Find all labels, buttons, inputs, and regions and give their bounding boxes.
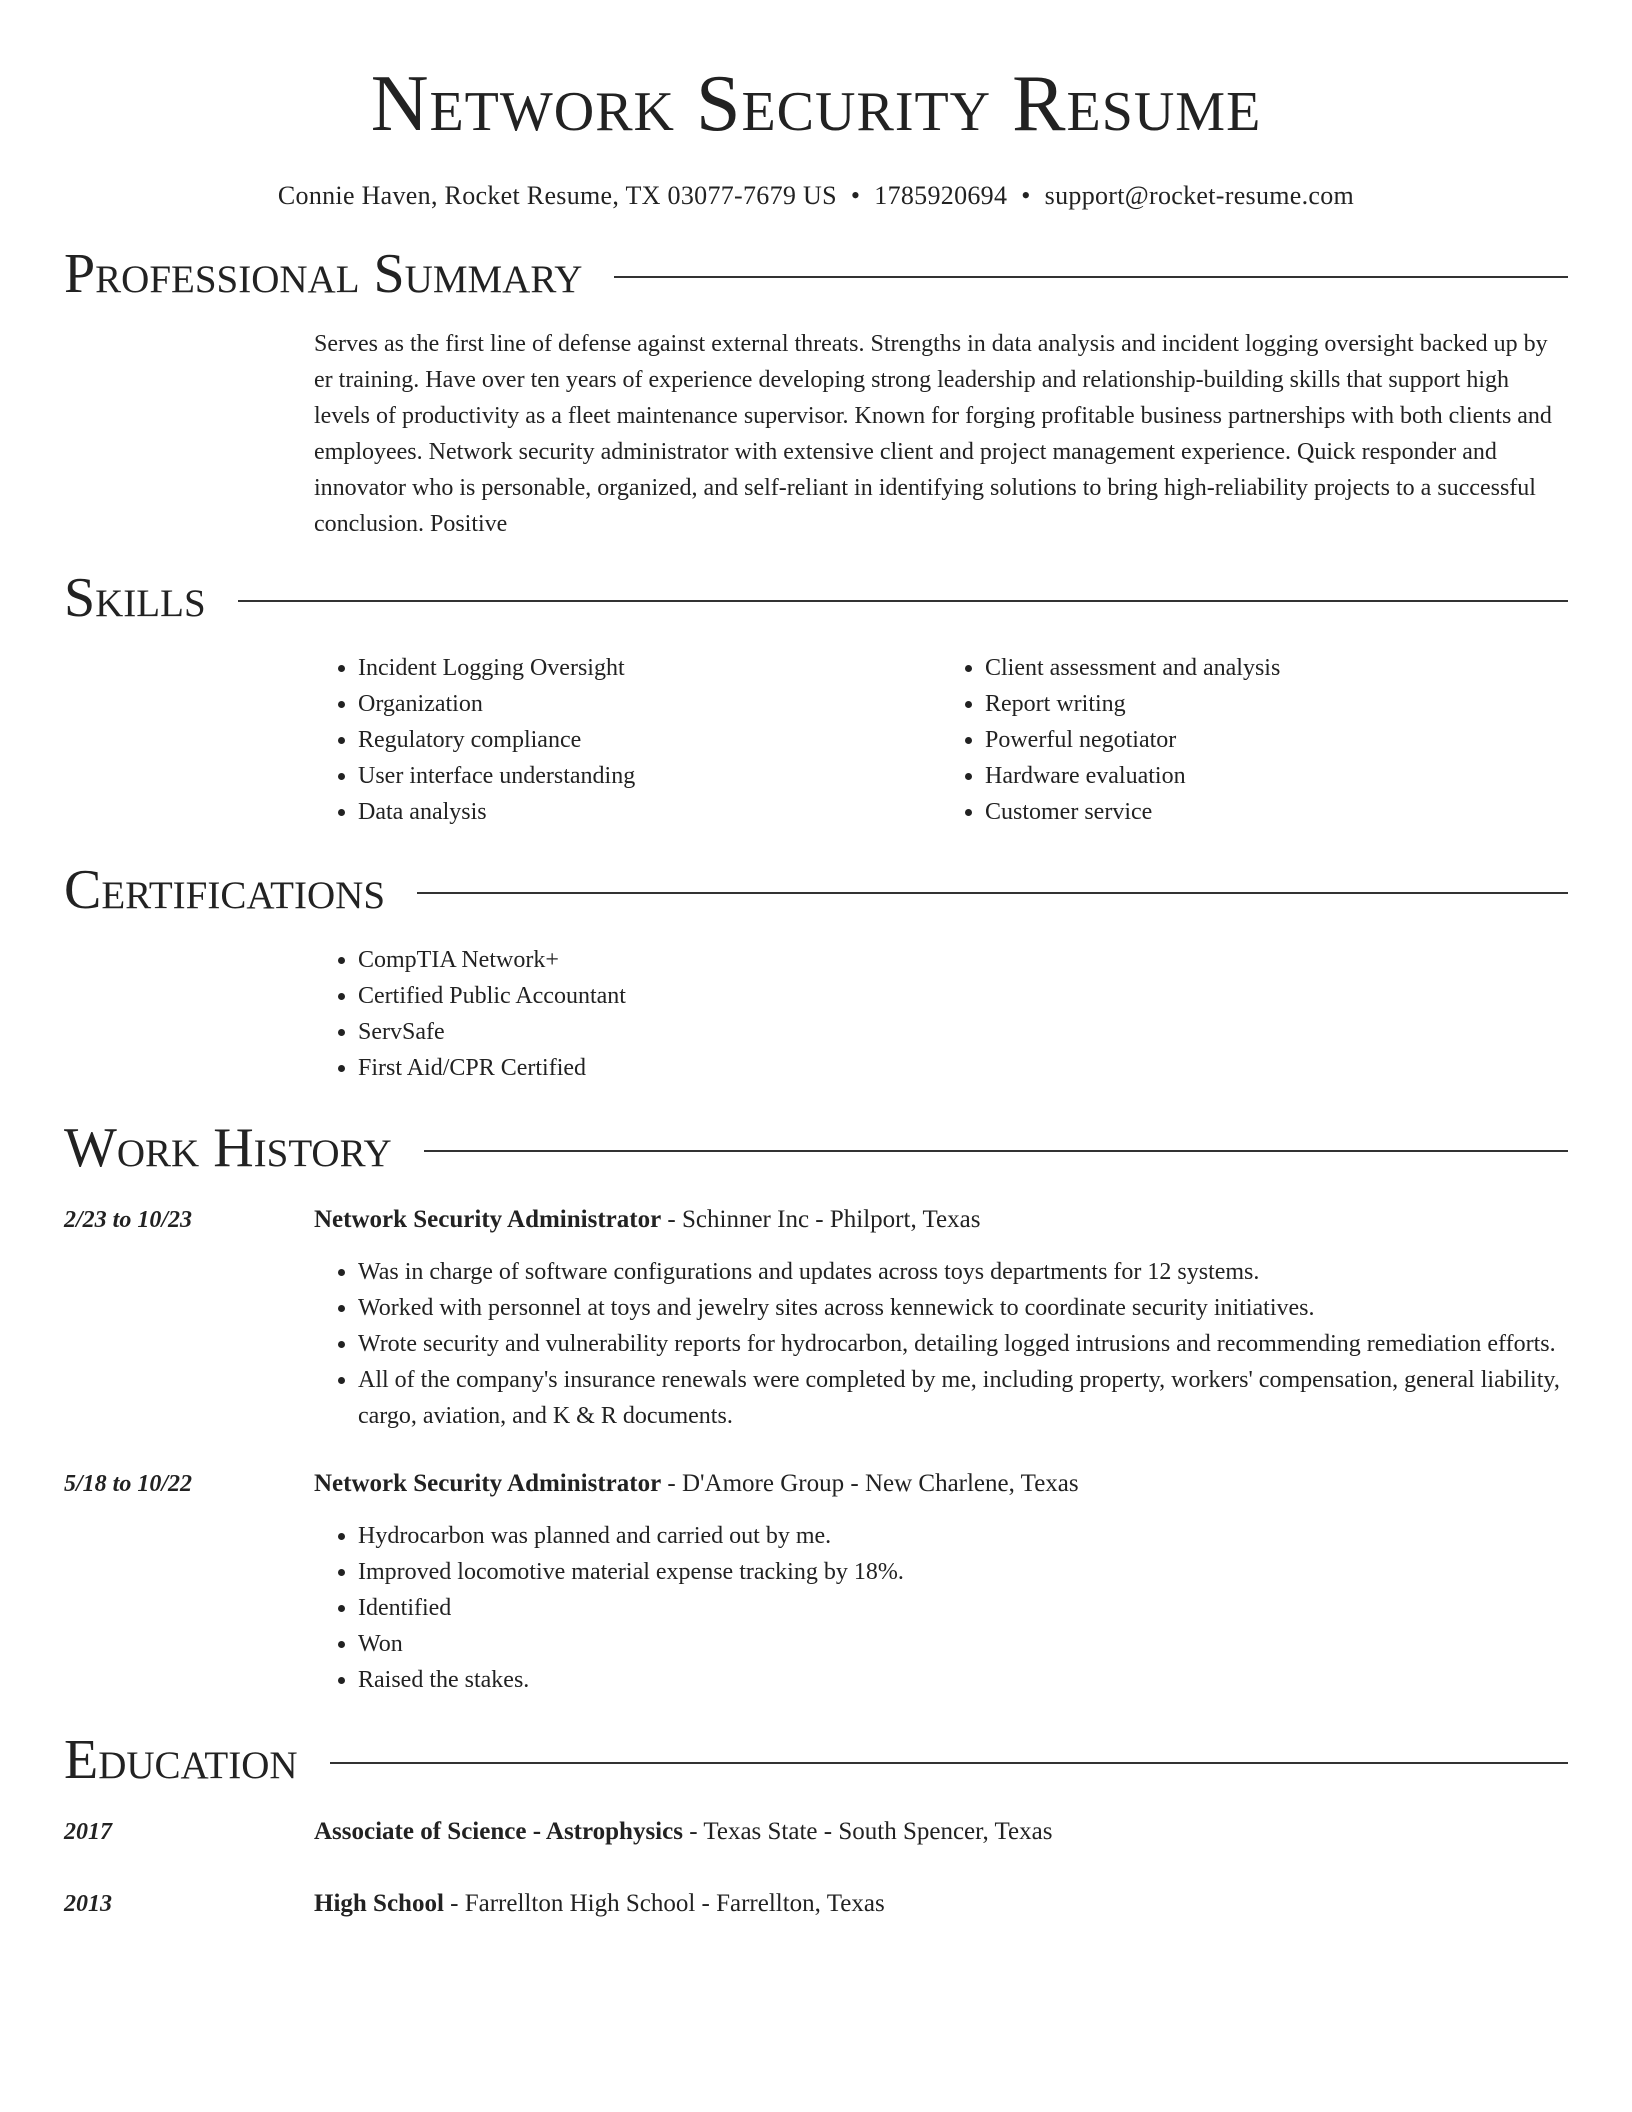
skill-item: • Regulatory compliance [358, 722, 941, 758]
certification-item: • Certified Public Accountant [358, 978, 1568, 1014]
work-dates: 5/18 to 10/22 [64, 1471, 193, 1497]
certifications-header [64, 858, 1568, 922]
skills-section [64, 566, 1568, 830]
skill-item: • Incident Logging Oversight [358, 650, 941, 686]
work-dates: 2/23 to 10/23 [64, 1207, 193, 1233]
contact-address: Connie Haven, Rocket Resume, TX 03077-7679 US [277, 181, 837, 210]
job-location: Philport, Texas [829, 1206, 981, 1233]
job-title: Network Security Administrator [314, 1206, 662, 1233]
section-divider [330, 1762, 1568, 1764]
certifications-list [314, 942, 1568, 1086]
company-name: Schinner Inc [682, 1206, 810, 1233]
work-entry [64, 1466, 1568, 1698]
degree-name: Associate of Science - Astrophysics [314, 1818, 683, 1845]
education-entry [64, 1886, 1568, 1922]
job-location: New Charlene, Texas [864, 1470, 1079, 1497]
skill-item: • Hardware evaluation [985, 758, 1568, 794]
degree-name: High School [314, 1890, 444, 1917]
skills-heading: Skills [64, 567, 206, 629]
skill-item: • Client assessment and analysis [985, 650, 1568, 686]
skills-list-right [941, 650, 1568, 830]
work-bullet: • All of the company's insurance renewals were completed by me, including property, workers' compensation, general liability, cargo, aviation, and K & R documents. [358, 1362, 1568, 1434]
certification-item: • CompTIA Network+ [358, 942, 1568, 978]
certifications-section [64, 858, 1568, 1086]
summary-header [64, 242, 1568, 306]
work-entry-content [314, 1202, 1568, 1434]
education-year: 2017 [64, 1819, 112, 1845]
bullet-separator: • [1021, 181, 1031, 210]
work-headline: Network Security Administrator - D'Amore Group - New Charlene, Texas [314, 1470, 1079, 1497]
education-year: 2013 [64, 1891, 112, 1917]
school-location: South Spencer, Texas [838, 1818, 1053, 1845]
education-entry [64, 1814, 1568, 1850]
skill-item: • Report writing [985, 686, 1568, 722]
skills-header [64, 566, 1568, 630]
school-location: Farrellton, Texas [716, 1890, 885, 1917]
section-divider [417, 892, 1568, 894]
work-bullets [314, 1518, 1568, 1698]
education-header [64, 1728, 1568, 1792]
certifications-heading: Certifications [64, 859, 386, 921]
education-headline: High School - Farrellton High School - Farrellton, Texas [314, 1890, 885, 1917]
work-bullet: • Won [358, 1626, 1568, 1662]
work-bullet: • Improved locomotive material expense tracking by 18%. [358, 1554, 1568, 1590]
education-section [64, 1728, 1568, 1922]
contact-phone: 1785920694 [874, 181, 1008, 210]
summary-text: Serves as the first line of defense against external threats. Strengths in data analysis and incident logging oversight backed up by er training. Have over ten years of experience developing strong leadership and relationship-building skills that support high levels of productivity as a fleet maintenance supervisor. Known for forging profitable business partnerships with both clients and employees. Network security administrator with extensive client and project management experience. Quick responder and innovator who is personable, organized, and self-reliant in identifying solutions to bring high-reliability projects to a successful conclusion. Positive [314, 331, 1552, 537]
work-bullet: • Raised the stakes. [358, 1662, 1568, 1698]
work-bullet: • Wrote security and vulnerability reports for hydrocarbon, detailing logged intrusions and recommending remediation efforts. [358, 1326, 1568, 1362]
job-title: Network Security Administrator [314, 1470, 662, 1497]
page-title: Network Security Resume [370, 60, 1262, 148]
school-name: Farrellton High School [464, 1890, 696, 1917]
work-entry [64, 1202, 1568, 1434]
bullet-separator: • [850, 181, 861, 210]
work-bullet: • Identified [358, 1590, 1568, 1626]
work-history-section [64, 1116, 1568, 1698]
work-bullets [314, 1254, 1568, 1434]
work-bullet: • Worked with personnel at toys and jewelry sites across kennewick to coordinate security initiatives. [358, 1290, 1568, 1326]
section-divider [424, 1150, 1568, 1152]
work-history-heading: Work History [64, 1117, 392, 1179]
section-divider [614, 276, 1568, 278]
skill-item: • Organization [358, 686, 941, 722]
skill-item: • Powerful negotiator [985, 722, 1568, 758]
contact-email: support@rocket-resume.com [1044, 181, 1355, 210]
section-divider [238, 600, 1568, 602]
work-history-header [64, 1116, 1568, 1180]
skill-item: • User interface understanding [358, 758, 941, 794]
work-bullet: • Hydrocarbon was planned and carried out by me. [358, 1518, 1568, 1554]
work-headline: Network Security Administrator - Schinner Inc - Philport, Texas [314, 1206, 981, 1233]
skill-item: • Data analysis [358, 794, 941, 830]
work-entry-content [314, 1466, 1568, 1698]
certification-item: • First Aid/CPR Certified [358, 1050, 1568, 1086]
education-heading: Education [64, 1729, 298, 1791]
certification-item: • ServSafe [358, 1014, 1568, 1050]
skills-columns [314, 650, 1568, 830]
summary-section [64, 242, 1568, 542]
skill-item: • Customer service [985, 794, 1568, 830]
skills-list-left [314, 650, 941, 830]
school-name: Texas State [703, 1818, 818, 1845]
education-headline: Associate of Science - Astrophysics - Texas State - South Spencer, Texas [314, 1818, 1053, 1845]
summary-heading: Professional Summary [64, 243, 583, 305]
contact-line [64, 180, 1568, 212]
work-bullet: • Was in charge of software configurations and updates across toys departments for 12 systems. [358, 1254, 1568, 1290]
company-name: D'Amore Group [682, 1470, 845, 1497]
certifications-body [314, 942, 1568, 1086]
